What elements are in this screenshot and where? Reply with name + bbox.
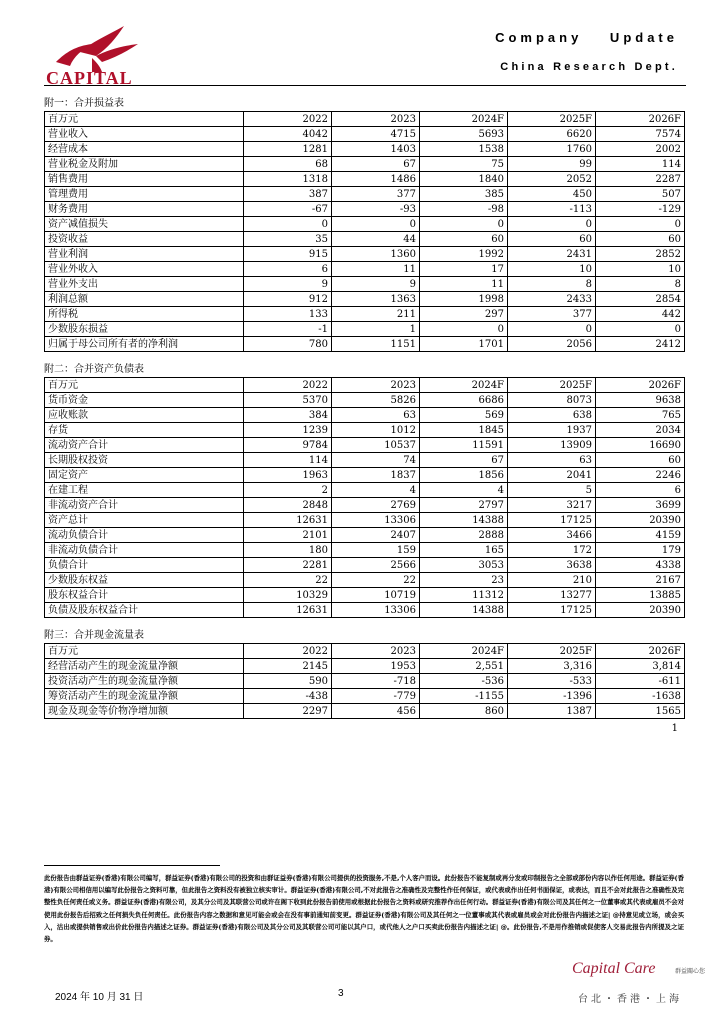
table-row	[45, 408, 685, 423]
row-value: 60	[596, 232, 685, 247]
year-header: 2022	[244, 644, 332, 659]
logo-text: CAPITAL	[46, 68, 133, 88]
report-type-title: Company Update	[495, 30, 678, 45]
table-header-row	[45, 644, 685, 659]
table-row	[45, 543, 685, 558]
table-row	[45, 277, 685, 292]
row-value: 4042	[244, 127, 332, 142]
row-label: 营业外支出	[45, 277, 244, 292]
row-value: 1840	[420, 172, 508, 187]
row-value: 159	[332, 543, 420, 558]
row-value: -779	[332, 689, 420, 704]
year-header: 2023	[332, 378, 420, 393]
row-value: 4	[332, 483, 420, 498]
row-value: 442	[596, 307, 685, 322]
unit-label: 百万元	[45, 112, 244, 127]
row-label: 经营活动产生的现金流量净额	[45, 659, 244, 674]
row-value: -718	[332, 674, 420, 689]
row-value: 9638	[596, 393, 685, 408]
row-value: 6	[244, 262, 332, 277]
row-label: 财务费用	[45, 202, 244, 217]
row-value: 0	[420, 322, 508, 337]
row-value: 75	[420, 157, 508, 172]
table-row	[45, 558, 685, 573]
row-value: 377	[332, 187, 420, 202]
row-value: 1992	[420, 247, 508, 262]
row-value: 0	[596, 217, 685, 232]
row-value: -1396	[508, 689, 596, 704]
row-value: 1701	[420, 337, 508, 352]
row-value: 569	[420, 408, 508, 423]
row-value: 1403	[332, 142, 420, 157]
table-row	[45, 262, 685, 277]
row-label: 管理费用	[45, 187, 244, 202]
table-row	[45, 202, 685, 217]
row-value: -113	[508, 202, 596, 217]
row-value: 2,551	[420, 659, 508, 674]
row-value: 10719	[332, 588, 420, 603]
row-value: -536	[420, 674, 508, 689]
table-row	[45, 247, 685, 262]
row-value: -438	[244, 689, 332, 704]
row-value: 1318	[244, 172, 332, 187]
row-value: 1760	[508, 142, 596, 157]
row-value: 0	[420, 217, 508, 232]
row-value: 13306	[332, 603, 420, 618]
row-value: 385	[420, 187, 508, 202]
report-date: 2024 年 10 月 31 日	[55, 992, 144, 1003]
row-value: 780	[244, 337, 332, 352]
table-row	[45, 187, 685, 202]
row-value: 4715	[332, 127, 420, 142]
row-value: 0	[508, 322, 596, 337]
disclaimer-divider	[44, 865, 220, 866]
row-value: 60	[420, 232, 508, 247]
row-label: 经营成本	[45, 142, 244, 157]
row-value: 22	[244, 573, 332, 588]
row-value: 0	[596, 322, 685, 337]
row-value: 1565	[596, 704, 685, 719]
row-value: 2145	[244, 659, 332, 674]
row-value: 2769	[332, 498, 420, 513]
cash-flow-table	[44, 643, 685, 719]
row-value: 165	[420, 543, 508, 558]
table-row	[45, 689, 685, 704]
row-value: 67	[420, 453, 508, 468]
table-row	[45, 468, 685, 483]
row-value: 2297	[244, 704, 332, 719]
row-value: 1360	[332, 247, 420, 262]
row-label: 归属于母公司所有者的净利润	[45, 337, 244, 352]
row-label: 少数股东权益	[45, 573, 244, 588]
row-value: 2888	[420, 528, 508, 543]
row-value: 638	[508, 408, 596, 423]
row-value: 63	[332, 408, 420, 423]
row-value: 11591	[420, 438, 508, 453]
table-row	[45, 674, 685, 689]
row-value: 7574	[596, 127, 685, 142]
row-value: -611	[596, 674, 685, 689]
table-row	[45, 393, 685, 408]
row-value: 4	[420, 483, 508, 498]
row-value: 3,316	[508, 659, 596, 674]
row-label: 营业税金及附加	[45, 157, 244, 172]
row-value: 5370	[244, 393, 332, 408]
row-value: 14388	[420, 603, 508, 618]
row-value: 2101	[244, 528, 332, 543]
row-value: 9	[244, 277, 332, 292]
row-label: 营业利润	[45, 247, 244, 262]
row-value: 17125	[508, 513, 596, 528]
row-value: 11	[332, 262, 420, 277]
row-value: 60	[508, 232, 596, 247]
row-value: 13277	[508, 588, 596, 603]
row-value: 1012	[332, 423, 420, 438]
table-header-row	[45, 378, 685, 393]
row-label: 营业收入	[45, 127, 244, 142]
row-label: 存货	[45, 423, 244, 438]
table-row	[45, 704, 685, 719]
year-header: 2022	[244, 378, 332, 393]
row-value: 68	[244, 157, 332, 172]
row-value: 10537	[332, 438, 420, 453]
row-value: 99	[508, 157, 596, 172]
row-value: 1387	[508, 704, 596, 719]
row-value: 860	[420, 704, 508, 719]
row-value: 20390	[596, 603, 685, 618]
row-value: 3699	[596, 498, 685, 513]
row-value: 1151	[332, 337, 420, 352]
row-value: 4159	[596, 528, 685, 543]
year-header: 2026F	[596, 644, 685, 659]
header-divider	[44, 85, 686, 86]
row-value: 387	[244, 187, 332, 202]
table-row	[45, 157, 685, 172]
year-header: 2024F	[420, 112, 508, 127]
year-header: 2025F	[508, 378, 596, 393]
row-value: 17125	[508, 603, 596, 618]
row-value: 3053	[420, 558, 508, 573]
row-value: 1239	[244, 423, 332, 438]
row-value: 2848	[244, 498, 332, 513]
row-value: 1845	[420, 423, 508, 438]
row-value: 912	[244, 292, 332, 307]
office-cities: 台北・香港・上海	[578, 994, 682, 1005]
row-value: 63	[508, 453, 596, 468]
table-row	[45, 483, 685, 498]
table-row	[45, 588, 685, 603]
row-value: 915	[244, 247, 332, 262]
table-row	[45, 438, 685, 453]
table-header-row	[45, 112, 685, 127]
row-value: 3638	[508, 558, 596, 573]
row-value: 1963	[244, 468, 332, 483]
brand-tagline: 群益關心您	[675, 968, 706, 975]
row-value: 74	[332, 453, 420, 468]
table-row	[45, 513, 685, 528]
row-label: 应收账款	[45, 408, 244, 423]
row-value: 1937	[508, 423, 596, 438]
row-value: 23	[420, 573, 508, 588]
row-value: 2002	[596, 142, 685, 157]
row-value: 6	[596, 483, 685, 498]
row-value: 377	[508, 307, 596, 322]
table-row	[45, 337, 685, 352]
row-value: 1856	[420, 468, 508, 483]
table-row	[45, 528, 685, 543]
year-header: 2026F	[596, 378, 685, 393]
table-row	[45, 322, 685, 337]
legal-disclaimer: 此份报告由群益证券(香港)有限公司编写，群益证券(香港)有限公司的投资和由群证益券(香港)有限公司提供的投资服务,不是,个人客户而设。此份报告不能复制或再分发或印制报告之全部或部份内容以作任何用途。群益证券(香港)有限公司相信用以编写此份报告之资料可靠，但此报告之资料没有被独立核实审计。群益证券(香港)有限公司,不对此报告之准确性及完整性作任何保证，或代表或作出任何书面保证，或表达，而且不会对此报告之准确性及完整性负任何责任或义务。群益证券(香港)有限公司，及其分公司及其联营公司或许在阁下收到此份报告前使用或根据此份报告之资料或研究推荐作出任何行动。群益证券(香港)有限公司及其任何之一位董事或其代表或雇员不会对使用此份报告后招致之任何损失负任何责任。此份报告内容之数据和意见可能会或会在没有事前通知前变更。群益证券(香港)有限公司及其任何之一位董事或其代表或雇员或会对此份报告内描述之证| @持意见或立场，或会买入，沽出或提供销售或出价此份报告内描述之证券。群益证券(香港)有限公司及其分公司及其联营公司可能以其户口，或代他人之户口买卖此份报告内描述之证| @。此份报告,不是用作推销或促使客人交易此报告内所提及之证券。	[44, 874, 684, 944]
row-value: 60	[596, 453, 685, 468]
row-value: 2052	[508, 172, 596, 187]
row-value: 35	[244, 232, 332, 247]
row-value: 384	[244, 408, 332, 423]
table-row	[45, 498, 685, 513]
year-header: 2024F	[420, 378, 508, 393]
row-label: 长期股权投资	[45, 453, 244, 468]
year-header: 2024F	[420, 644, 508, 659]
row-value: 2407	[332, 528, 420, 543]
section-page-number: 1	[671, 723, 678, 734]
row-value: 1363	[332, 292, 420, 307]
row-value: 2167	[596, 573, 685, 588]
year-header: 2025F	[508, 644, 596, 659]
row-value: 67	[332, 157, 420, 172]
row-value: 17	[420, 262, 508, 277]
row-value: -1155	[420, 689, 508, 704]
row-label: 资产减值损失	[45, 217, 244, 232]
row-value: 179	[596, 543, 685, 558]
row-label: 流动负债合计	[45, 528, 244, 543]
row-value: 211	[332, 307, 420, 322]
row-label: 筹资活动产生的现金流量净额	[45, 689, 244, 704]
row-value: 456	[332, 704, 420, 719]
row-value: 2852	[596, 247, 685, 262]
row-value: 3217	[508, 498, 596, 513]
row-value: 3466	[508, 528, 596, 543]
row-value: 10	[596, 262, 685, 277]
row-value: 5	[508, 483, 596, 498]
row-value: 1837	[332, 468, 420, 483]
row-label: 负债合计	[45, 558, 244, 573]
row-value: 8	[596, 277, 685, 292]
row-value: 12631	[244, 603, 332, 618]
year-header: 2026F	[596, 112, 685, 127]
row-value: 44	[332, 232, 420, 247]
row-value: 0	[244, 217, 332, 232]
row-value: 2	[244, 483, 332, 498]
row-value: 172	[508, 543, 596, 558]
row-value: 1281	[244, 142, 332, 157]
row-value: 22	[332, 573, 420, 588]
table-row	[45, 603, 685, 618]
row-label: 非流动负债合计	[45, 543, 244, 558]
row-value: -93	[332, 202, 420, 217]
year-header: 2023	[332, 644, 420, 659]
row-value: 11312	[420, 588, 508, 603]
row-label: 所得税	[45, 307, 244, 322]
row-label: 利润总额	[45, 292, 244, 307]
row-value: 2281	[244, 558, 332, 573]
row-value: 20390	[596, 513, 685, 528]
row-value: 13885	[596, 588, 685, 603]
row-value: 0	[332, 217, 420, 232]
row-value: -67	[244, 202, 332, 217]
row-value: 13909	[508, 438, 596, 453]
row-value: 8	[508, 277, 596, 292]
row-value: 9	[332, 277, 420, 292]
row-value: 10	[508, 262, 596, 277]
table-row	[45, 573, 685, 588]
row-value: 1953	[332, 659, 420, 674]
row-value: 2431	[508, 247, 596, 262]
row-value: 133	[244, 307, 332, 322]
capital-care-brand: Capital Care	[572, 960, 656, 977]
department-subtitle: China Research Dept.	[500, 61, 678, 73]
page-header	[0, 0, 724, 92]
row-value: 114	[596, 157, 685, 172]
row-value: 765	[596, 408, 685, 423]
cash-flow-title: 附三：合并现金流量表	[44, 630, 144, 641]
table-row	[45, 127, 685, 142]
row-label: 投资收益	[45, 232, 244, 247]
table-row	[45, 423, 685, 438]
row-value: 1486	[332, 172, 420, 187]
row-value: 2056	[508, 337, 596, 352]
row-value: 3,814	[596, 659, 685, 674]
row-label: 现金及现金等价物净增加额	[45, 704, 244, 719]
row-value: 2412	[596, 337, 685, 352]
row-value: 1538	[420, 142, 508, 157]
row-value: 2287	[596, 172, 685, 187]
row-value: 5826	[332, 393, 420, 408]
row-value: -1	[244, 322, 332, 337]
row-value: 180	[244, 543, 332, 558]
row-value: 2034	[596, 423, 685, 438]
row-value: 210	[508, 573, 596, 588]
row-value: 12631	[244, 513, 332, 528]
row-value: -533	[508, 674, 596, 689]
row-value: 114	[244, 453, 332, 468]
row-value: 2041	[508, 468, 596, 483]
row-value: 5693	[420, 127, 508, 142]
row-value: 14388	[420, 513, 508, 528]
row-label: 在建工程	[45, 483, 244, 498]
row-label: 投资活动产生的现金流量净额	[45, 674, 244, 689]
row-value: 1	[332, 322, 420, 337]
row-value: 4338	[596, 558, 685, 573]
row-label: 资产总计	[45, 513, 244, 528]
row-label: 非流动资产合计	[45, 498, 244, 513]
row-label: 少数股东损益	[45, 322, 244, 337]
row-label: 营业外收入	[45, 262, 244, 277]
row-value: 10329	[244, 588, 332, 603]
table-row	[45, 217, 685, 232]
table-row	[45, 232, 685, 247]
row-value: 2797	[420, 498, 508, 513]
table-row	[45, 172, 685, 187]
table-row	[45, 307, 685, 322]
row-value: 6686	[420, 393, 508, 408]
row-value: 0	[508, 217, 596, 232]
row-value: 2566	[332, 558, 420, 573]
unit-label: 百万元	[45, 378, 244, 393]
row-value: 9784	[244, 438, 332, 453]
year-header: 2025F	[508, 112, 596, 127]
row-value: 590	[244, 674, 332, 689]
row-value: 2854	[596, 292, 685, 307]
row-value: -1638	[596, 689, 685, 704]
year-header: 2022	[244, 112, 332, 127]
balance-sheet-title: 附二：合并资产负债表	[44, 364, 144, 375]
row-value: 507	[596, 187, 685, 202]
row-value: 16690	[596, 438, 685, 453]
row-value: -98	[420, 202, 508, 217]
row-value: 297	[420, 307, 508, 322]
row-value: 6620	[508, 127, 596, 142]
year-header: 2023	[332, 112, 420, 127]
unit-label: 百万元	[45, 644, 244, 659]
row-label: 销售费用	[45, 172, 244, 187]
row-value: 13306	[332, 513, 420, 528]
page-number: 3	[338, 988, 344, 999]
row-value: 450	[508, 187, 596, 202]
row-label: 负债及股东权益合计	[45, 603, 244, 618]
row-label: 股东权益合计	[45, 588, 244, 603]
balance-sheet-table	[44, 377, 685, 618]
table-row	[45, 292, 685, 307]
row-value: -129	[596, 202, 685, 217]
row-value: 2246	[596, 468, 685, 483]
row-value: 2433	[508, 292, 596, 307]
row-value: 1998	[420, 292, 508, 307]
table-row	[45, 453, 685, 468]
row-value: 8073	[508, 393, 596, 408]
table-row	[45, 659, 685, 674]
row-label: 流动资产合计	[45, 438, 244, 453]
table-row	[45, 142, 685, 157]
capital-eagle-logo-icon	[52, 22, 142, 74]
row-value: 11	[420, 277, 508, 292]
income-statement-title: 附一：合并损益表	[44, 98, 124, 109]
row-label: 固定资产	[45, 468, 244, 483]
row-label: 货币资金	[45, 393, 244, 408]
income-statement-table	[44, 111, 685, 352]
